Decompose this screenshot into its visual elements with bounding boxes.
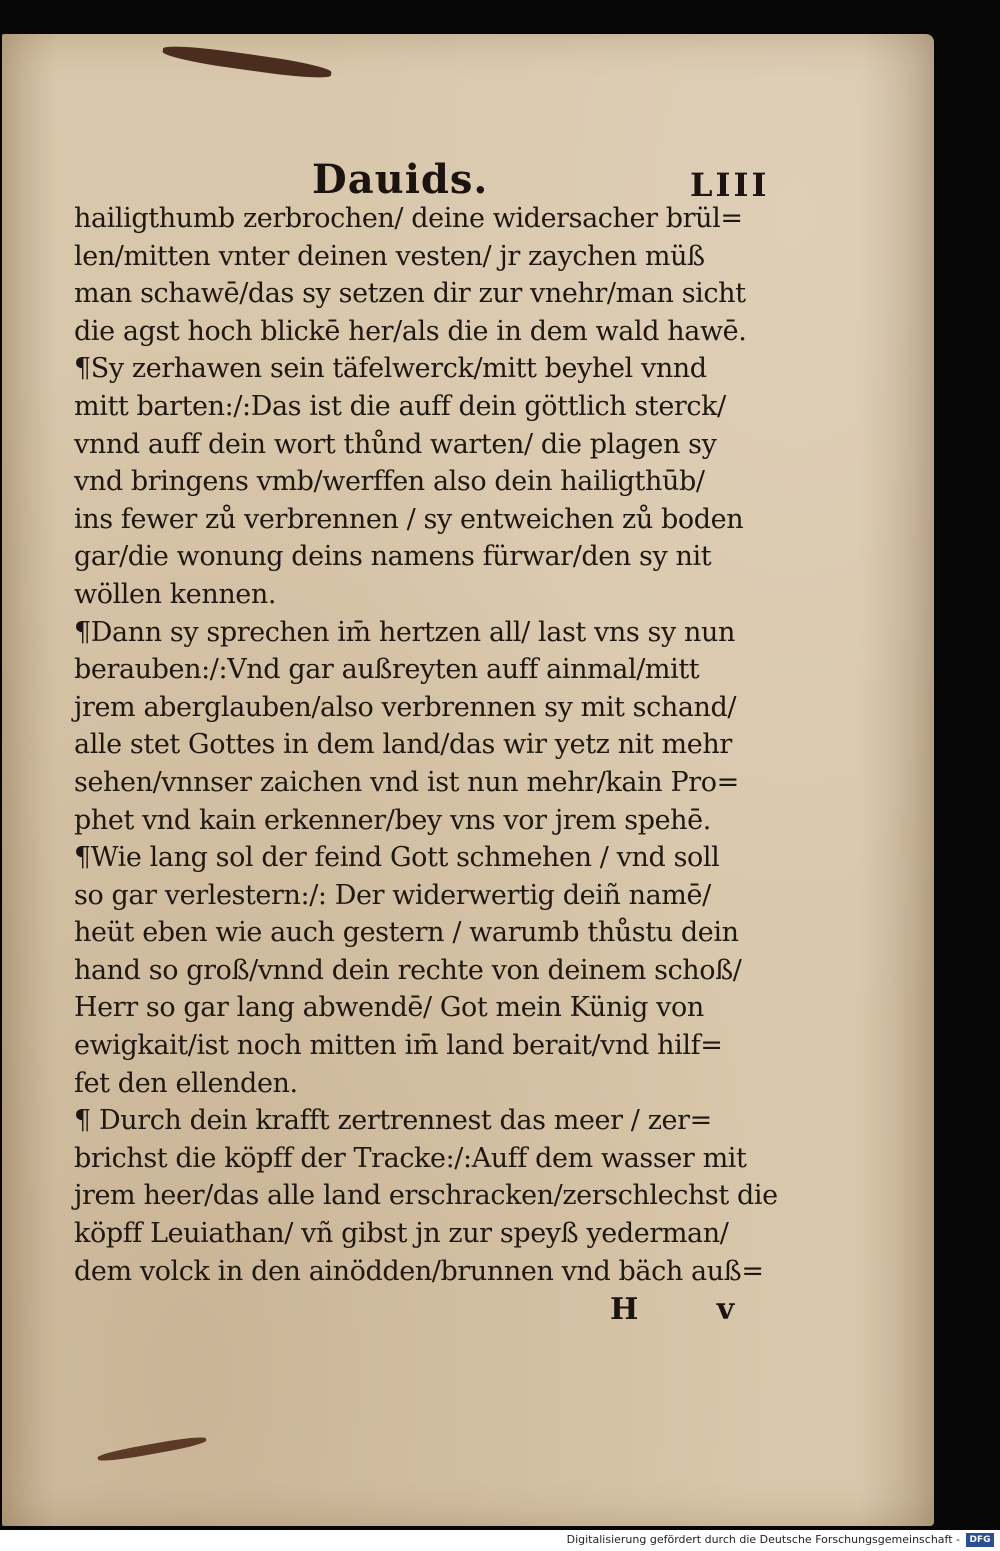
text-line: berauben:/:Vnd gar außreyten auff ainmal/mitt: [74, 654, 700, 686]
text-line: brichst die köpff der Tracke:/:Auff dem wasser mit: [74, 1142, 747, 1174]
text-line: len/mitten vnter deinen vesten/ jr zaychen müß: [74, 240, 705, 272]
book-page: [2, 34, 934, 1526]
text-line: mitt barten:/:Das ist die auff dein göttlich sterck/: [74, 390, 726, 422]
text-line: fet den ellenden.: [74, 1067, 298, 1099]
text-line: hailigthumb zerbrochen/ deine widersacher brül=: [74, 203, 743, 234]
ink-stain-top: [162, 42, 333, 82]
ink-stain-bottom: [97, 1435, 207, 1464]
text-line: sehen/vnnser zaichen vnd ist nun mehr/kain Pro=: [74, 766, 739, 798]
footer-credit: Digitalisierung gefördert durch die Deutsche Forschungsgemeinschaft -: [566, 1533, 960, 1546]
text-line: ins fewer zů verbrennen / sy entweichen zů boden: [74, 503, 744, 535]
text-line: ¶Wie lang sol der feind Gott schmehen / vnd soll: [74, 842, 720, 874]
running-title: Dauids.: [312, 156, 489, 203]
footer-bar: [0, 1530, 1000, 1551]
text-line: die agst hoch blickē her/als die in dem wald hawē.: [74, 315, 747, 347]
text-line: alle stet Gottes in dem land/das wir yetz nit mehr: [74, 729, 732, 761]
dfg-logo-icon: DFG: [966, 1533, 994, 1547]
text-line: dem volck in den ainödden/brunnen vnd bäch auß=: [74, 1255, 764, 1287]
text-line: Herr so gar lang abwendē/ Got mein Künig von: [74, 992, 704, 1024]
text-line: phet vnd kain erkenner/bey vns vor jrem spehē.: [74, 804, 711, 836]
text-line: gar/die wonung deins namens fürwar/den sy nit: [74, 541, 712, 573]
text-line: man schawē/das sy setzen dir zur vnehr/man sicht: [74, 278, 746, 310]
text-line: jrem heer/das alle land erschracken/zerschlechst die: [74, 1180, 778, 1212]
text-line: jrem aberglauben/also verbrennen sy mit schand/: [74, 691, 737, 723]
text-line: ¶Dann sy sprechen im̄ hertzen all/ last vns sy nun: [74, 616, 735, 648]
text-block: [74, 200, 804, 1290]
text-line: wöllen kennen.: [74, 578, 277, 610]
text-line: heüt eben wie auch gestern / warumb thůstu dein: [74, 917, 739, 949]
text-line: ¶Sy zerhawen sein täfelwerck/mitt beyhel vnnd: [74, 353, 707, 385]
text-line: vnd bringens vmb/werffen also dein hailigthūb/: [74, 466, 705, 498]
signature-mark: H v: [610, 1292, 769, 1327]
text-line: ewigkait/ist noch mitten im̄ land berait/vnd hilf=: [74, 1030, 723, 1062]
text-line: ¶ Durch dein krafft zertrennest das meer / zer=: [74, 1105, 712, 1137]
text-line: vnnd auff dein wort thůnd warten/ die plagen sy: [74, 428, 717, 460]
folio-number: LIII: [690, 166, 770, 204]
text-line: köpff Leuiathan/ vñ gibst jn zur speyß yederman/: [74, 1218, 729, 1250]
text-line: so gar verlestern:/: Der widerwertig deiñ namē/: [74, 879, 711, 911]
text-line: hand so groß/vnnd dein rechte von deinem schoß/: [74, 954, 742, 986]
